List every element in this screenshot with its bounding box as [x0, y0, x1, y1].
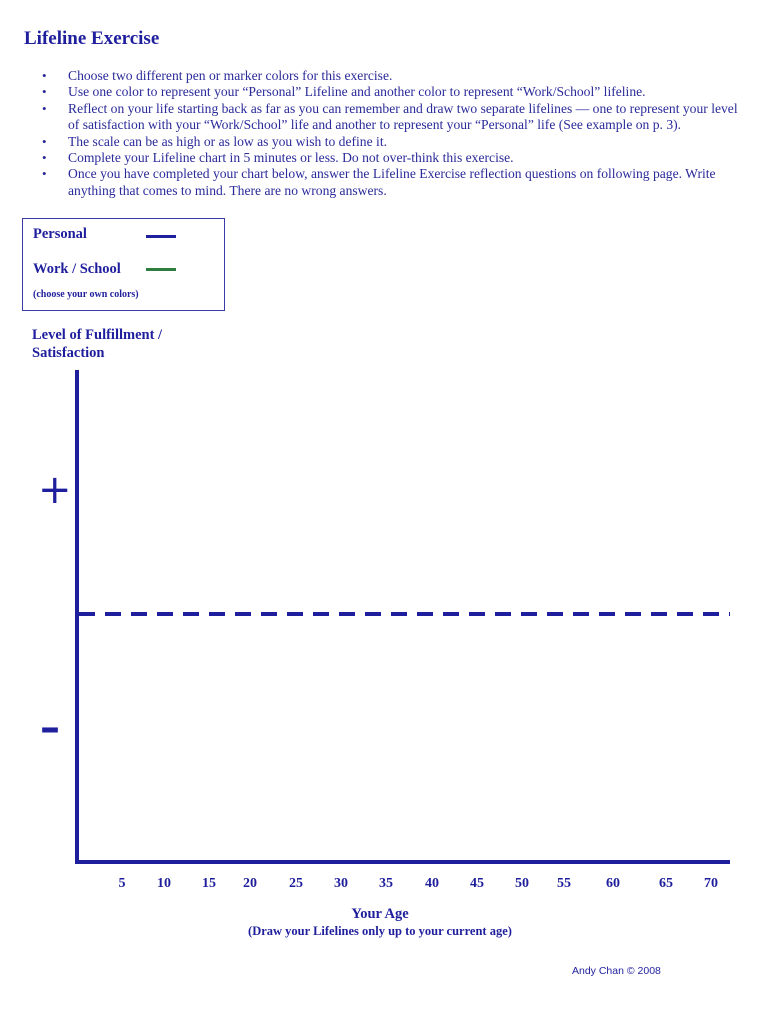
y-axis-title: Level of Fulfillment / Satisfaction	[32, 327, 163, 361]
x-tick-label: 40	[425, 876, 439, 891]
instruction-item: • Use one color to represent your “Personal” Lifeline and another color to represent “Work/School” lifeline.	[42, 84, 742, 100]
instruction-item: • Complete your Lifeline chart in 5 minutes or less. Do not over-think this exercise.	[42, 150, 742, 166]
x-tick-label: 35	[379, 876, 393, 891]
x-tick-label: 50	[515, 876, 529, 891]
x-tick-label: 60	[606, 876, 620, 891]
instruction-item: • Reflect on your life starting back as far as you can remember and draw two separate lifelines — one to represent your level of satisfaction with your “Work/School” life and another to represent your “Personal” life (See example on p. 3).	[42, 101, 742, 134]
legend-personal-label: Personal	[33, 226, 87, 242]
author-credit: Andy Chan © 2008	[572, 965, 661, 977]
x-tick-label: 45	[470, 876, 484, 891]
x-tick-label: 70	[704, 876, 718, 891]
x-tick-label: 30	[334, 876, 348, 891]
x-axis-title: Your Age	[351, 906, 409, 922]
x-tick-label: 25	[289, 876, 303, 891]
plus-marker: +	[38, 467, 72, 513]
instruction-item: • Choose two different pen or marker colors for this exercise.	[42, 68, 742, 84]
x-tick-label: 65	[659, 876, 673, 891]
legend-work-label: Work / School	[33, 261, 121, 277]
x-tick-label: 5	[118, 876, 126, 891]
x-tick-label: 55	[557, 876, 571, 891]
x-axis-note: (Draw your Lifelines only up to your current age)	[248, 924, 512, 938]
x-tick-label: 10	[157, 876, 171, 891]
x-tick-label: 20	[243, 876, 257, 891]
minus-marker: –	[40, 705, 60, 751]
instruction-item: • Once you have completed your chart below, answer the Lifeline Exercise reflection questions on following page. Write anything that comes to mind. There are no wrong answers.	[42, 166, 742, 199]
page-title: Lifeline Exercise	[24, 28, 160, 49]
legend-note: (choose your own colors)	[33, 289, 139, 300]
x-tick-label: 15	[202, 876, 216, 891]
instruction-item: • The scale can be as high or as low as you wish to define it.	[42, 134, 742, 150]
